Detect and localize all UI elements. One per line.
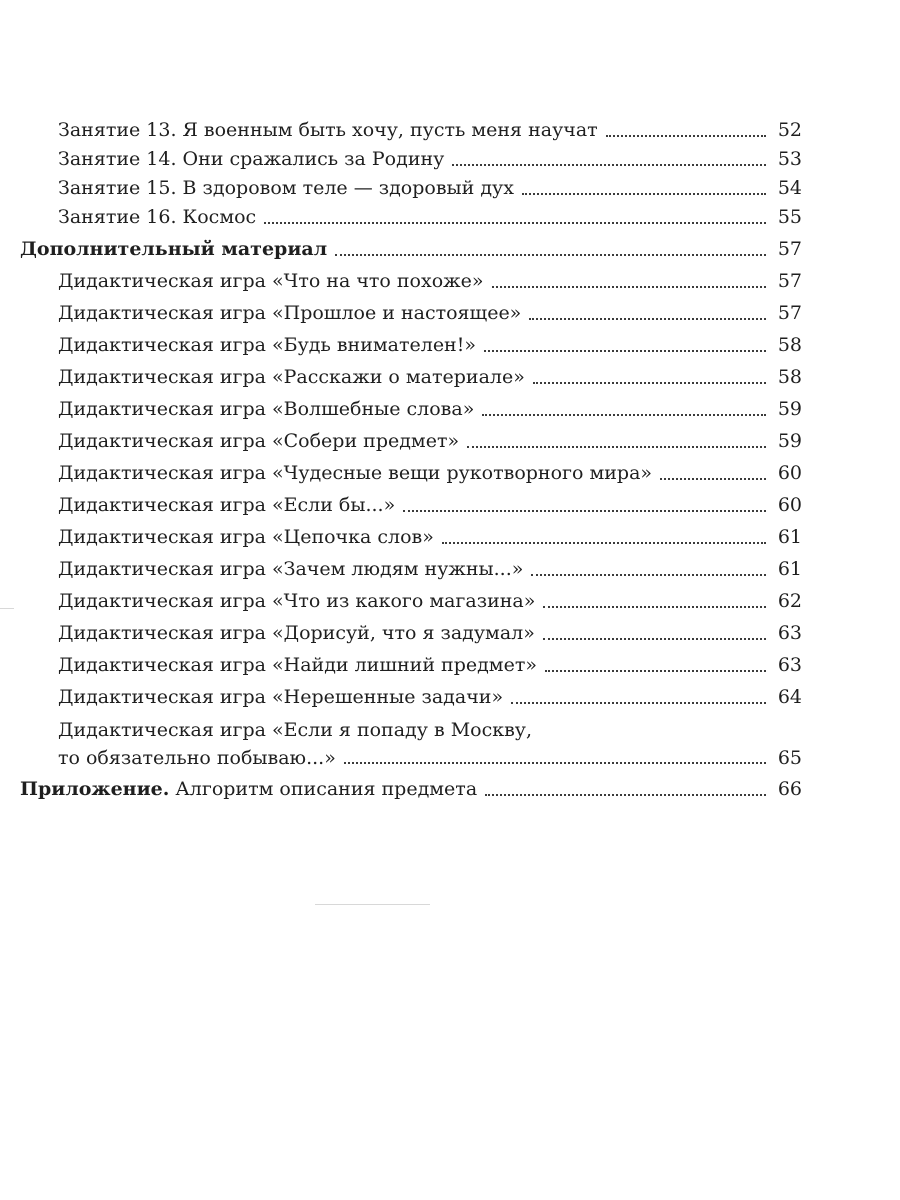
toc-entry [20,555,802,584]
toc-entry-title: Занятие 13. Я военным быть хочу, пусть меня научат [58,119,598,141]
appendix-label: Приложение. [20,778,170,800]
toc-entry-page: 59 [777,430,802,452]
toc-entry-title: Дидактическая игра «Волшебные слова» [58,398,475,420]
toc-entry-title: Дидактическая игра «Если бы...» [58,494,396,516]
toc-entry [20,459,802,488]
dot-leader [485,793,766,796]
toc-entry-page: 55 [777,206,802,228]
toc-entry-page: 60 [777,494,802,516]
toc-entry [20,363,802,392]
dot-leader [492,285,767,288]
dot-leader [511,701,766,704]
toc-entry [20,651,802,680]
dot-leader [522,192,766,195]
toc-section-appendix [20,775,802,804]
toc-section-title [20,775,477,804]
toc-entry [20,267,802,296]
dot-leader [484,349,766,352]
toc-entry [20,145,802,174]
toc-section-title [20,235,327,264]
dot-leader [264,221,766,224]
toc-entry-title: Дидактическая игра «Что на что похоже» [58,270,484,292]
toc-entry-page: 61 [777,526,802,548]
toc-entry-page: 58 [777,334,802,356]
toc-entry-title: Дидактическая игра «Расскажи о материале» [58,366,525,388]
toc-entry [20,174,802,203]
toc-entry [20,331,802,360]
toc-entry-page: 65 [777,747,802,769]
toc-entry-title: Дидактическая игра «Дорисуй, что я задумал» [58,622,535,644]
toc-entry-page: 57 [777,238,802,260]
toc-entry [20,744,802,772]
dot-leader [606,134,766,137]
dot-leader [545,669,766,672]
dot-leader [543,605,766,608]
toc-entry [20,587,802,616]
toc-entry-page: 53 [777,148,802,170]
toc-entry-page: 60 [777,462,802,484]
toc-entry-title: Дидактическая игра «Что из какого магазина» [58,590,536,612]
dot-leader [344,761,766,764]
toc-entry-title: Дидактическая игра «Найди лишний предмет» [58,654,537,676]
toc-entry-title: Дидактическая игра «Цепочка слов» [58,526,434,548]
toc-entry [20,491,802,520]
dot-leader [442,541,766,544]
toc-entry [20,299,802,328]
toc-entry-title: Дидактическая игра «Чудесные вещи рукотворного мира» [58,462,653,484]
toc-entry-page: 52 [777,119,802,141]
toc-entry-title: Занятие 14. Они сражались за Родину [58,148,445,170]
toc-entry-page: 54 [777,177,802,199]
toc-entry-page: 59 [777,398,802,420]
toc-entry-page: 58 [777,366,802,388]
dot-leader [533,381,766,384]
toc-entry-title: Дидактическая игра «Собери предмет» [58,430,460,452]
toc-entry [20,619,802,648]
toc-entry-title: Дидактическая игра «Зачем людям нужны...» [58,558,524,580]
toc-entry [20,203,802,232]
toc-entry-page: 63 [777,622,802,644]
dot-leader [660,477,766,480]
toc-entry-title: то обязательно побываю...» [58,747,336,769]
toc-entry-page: 64 [777,686,802,708]
toc-entry-title: Дидактическая игра «Прошлое и настоящее» [58,302,522,324]
scan-mark [315,904,430,905]
dot-leader [529,317,766,320]
toc-entry-page: 62 [777,590,802,612]
toc-section-additional [20,235,802,264]
toc-entry-page: 57 [777,302,802,324]
section-title-text: Дополнительный материал [20,238,328,260]
scan-mark [0,608,14,609]
toc-entry [20,116,802,145]
dot-leader [531,573,766,576]
toc-entry [20,395,802,424]
toc-entry-line1: Дидактическая игра «Если я попаду в Москву, [58,719,533,741]
table-of-contents [20,116,802,804]
dot-leader [467,445,766,448]
dot-leader [335,253,766,256]
toc-entry-title: Занятие 16. Космос [58,206,257,228]
dot-leader [482,413,766,416]
toc-entry [20,523,802,552]
dot-leader [543,637,766,640]
dot-leader [403,509,766,512]
toc-entry [20,683,802,712]
toc-entry-page: 63 [777,654,802,676]
toc-entry-title: Дидактическая игра «Нерешенные задачи» [58,686,504,708]
toc-entry-page: 61 [777,558,802,580]
appendix-title: Алгоритм описания предмета [169,778,478,800]
toc-entry [20,427,802,456]
toc-entry-page: 57 [777,270,802,292]
toc-entry-title: Дидактическая игра «Будь внимателен!» [58,334,476,356]
dot-leader [452,163,766,166]
toc-entry-title: Занятие 15. В здоровом теле — здоровый дух [58,177,514,199]
toc-entry-page: 66 [777,778,802,800]
